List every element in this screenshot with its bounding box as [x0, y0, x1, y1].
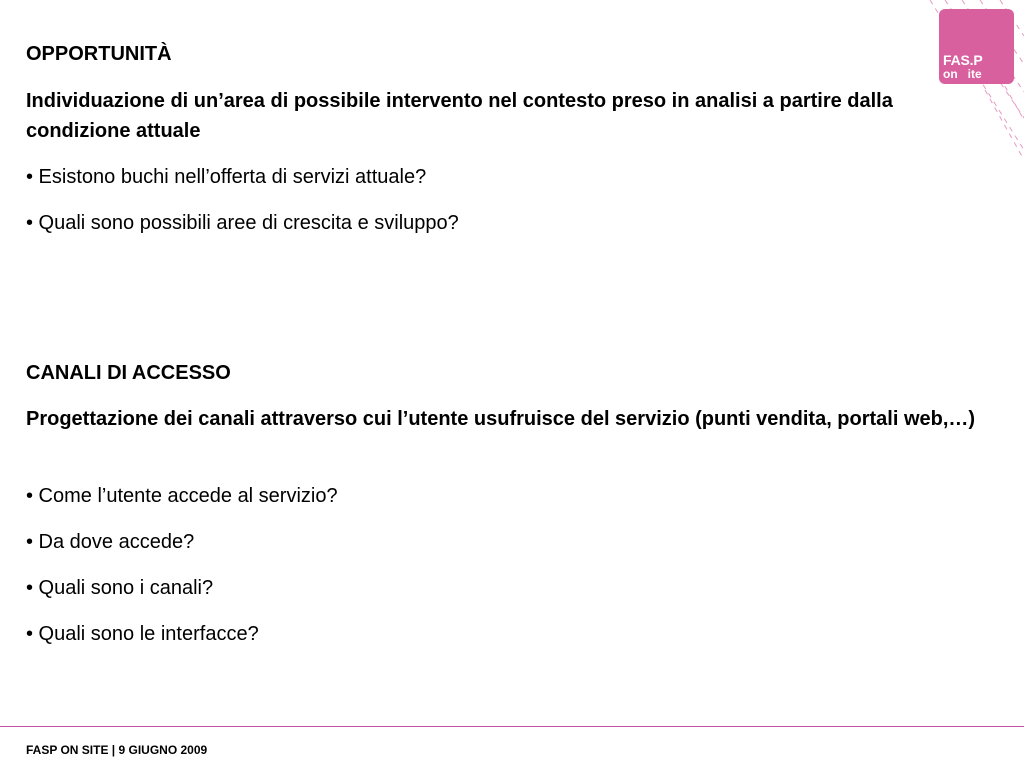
- bullet-item: • Da dove accede?: [26, 531, 195, 553]
- logo-line1: FAS.P: [943, 52, 983, 68]
- bullet-item: • Esistono buchi nell’offerta di servizi attuale?: [26, 166, 427, 188]
- logo-line2: [943, 68, 982, 80]
- logo-line2-a: on: [943, 67, 958, 81]
- bullet-item: • Quali sono possibili aree di crescita e sviluppo?: [26, 212, 459, 234]
- lead-opportunita: Individuazione di un’area di possibile intervento nel contesto preso in analisi a partire dalla condizione attuale: [26, 90, 893, 142]
- bullet-item: • Quali sono i canali?: [26, 577, 214, 599]
- footer-text: FASP ON SITE | 9 GIUGNO 2009: [26, 743, 208, 757]
- footer-divider: [0, 726, 1024, 727]
- lead-canali: Progettazione dei canali attraverso cui l’utente usufruisce del servizio (punti vendita, portali web,…): [26, 408, 976, 430]
- heading-canali: CANALI DI ACCESSO: [26, 362, 231, 384]
- logo-line2-b: ite: [967, 67, 982, 81]
- heading-opportunita: OPPORTUNITÀ: [26, 43, 172, 65]
- bullet-item: • Quali sono le interfacce?: [26, 623, 259, 645]
- bullet-item: • Come l’utente accede al servizio?: [26, 485, 338, 507]
- fasp-logo: [939, 9, 1014, 84]
